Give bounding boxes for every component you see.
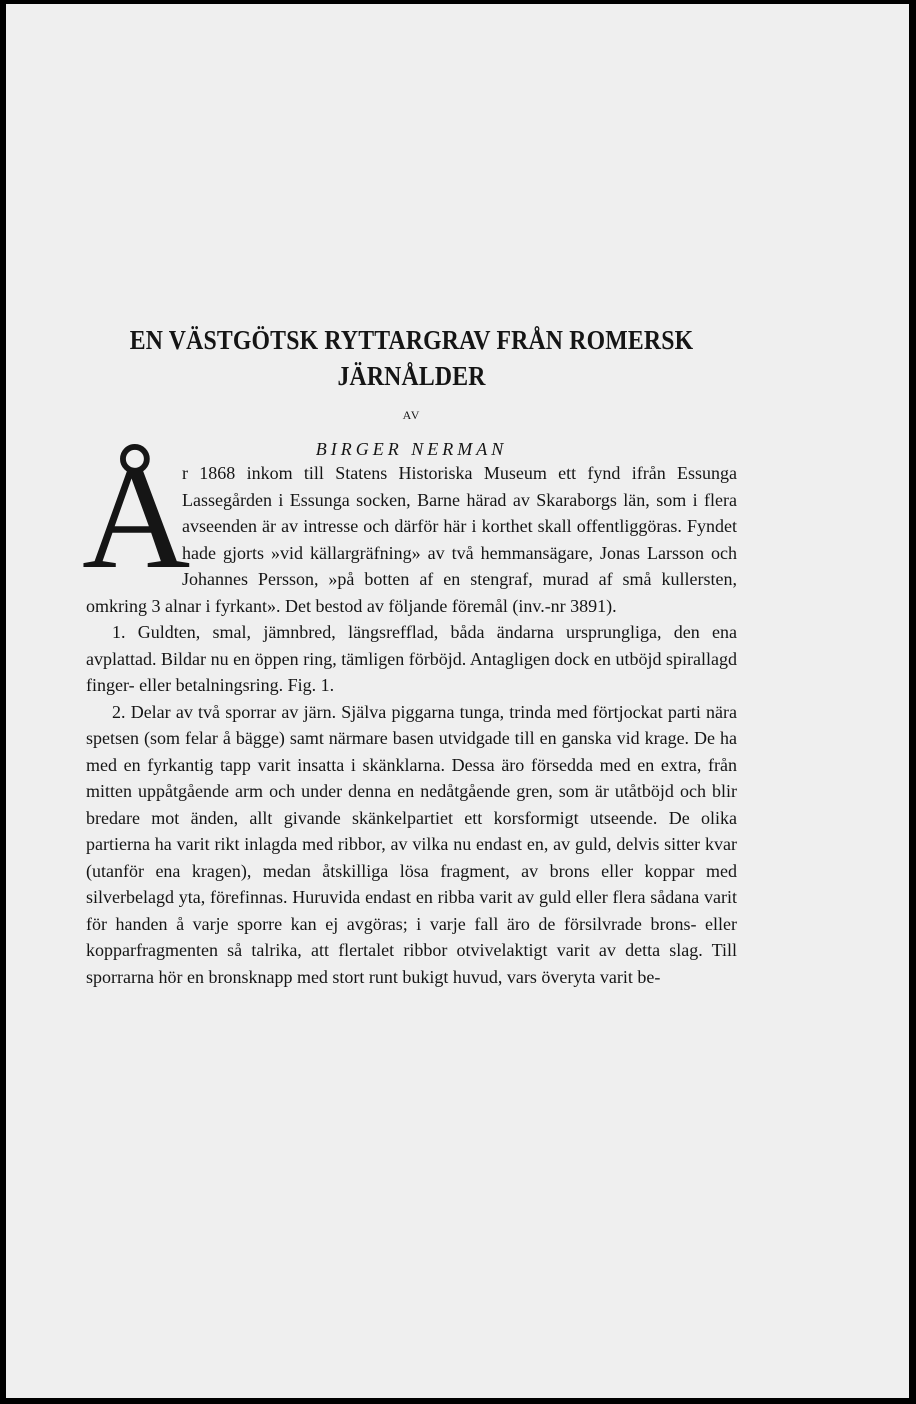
paragraph-intro-text: r 1868 inkom till Statens Historiska Museum ett fynd ifrån Essunga Lassegården i Essunga socken, Barne härad av Skaraborgs län, som i flera avseenden är av intresse och därför här i korthet skall offentliggöras. Fyndet hade gjorts »vid källargräfning» av två hemmansägare, Jonas Larsson och Johannes Persson, »på botten af en stengraf, murad af små kullersten, omkring 3 alnar i fyrkant». Det bestod av följande föremål (inv.-nr 3891).	[86, 463, 737, 616]
author-name: BIRGER NERMAN	[315, 439, 508, 459]
drop-cap-box	[82, 434, 191, 600]
drop-cap: Å	[82, 434, 191, 600]
paragraph-item-1: 1. Guldten, smal, jämnbred, längsrefflad, båda ändarna ursprungliga, den ena avplattad. Bildar nu en öppen ring, tämligen förböjd. Antagligen dock en utböjd spirallagd finger- eller betalningsring. Fig. 1.	[86, 622, 737, 695]
title-line-1: EN VÄSTGÖTSK RYTTARGRAV FRÅN ROMERSK	[129, 325, 694, 355]
scanned-page	[6, 4, 909, 1398]
title-line-2: JÄRNÅLDER	[337, 361, 486, 391]
paragraph-item-2: 2. Delar av två sporrar av järn. Själva piggarna tunga, trinda med förtjockat parti nära spetsen (som felar å bägge) samt närmare basen utvidgade till en ganska vid krage. De ha med en fyrkantig tapp varit insatta i skänklarna. Dessa äro försedda med en extra, från mitten uppåtgående arm och under denna en nedåtgående gren, som är utåtböjd och blir bredare mot änden, allt givande skänkelpartiet ett korsformigt utseende. De olika partierna ha varit rikt inlagda med ribbor, av vilka nu endast en, av guld, delvis sitter kvar (utanför ena kragen), medan åtskilliga lösa fragment, av brons eller koppar med silverbelagd yta, förefinnas. Huruvida endast en ribba varit av guld eller flera sådana varit för handen å varje sporre kan ej avgöras; i varje fall äro de försilvrade brons- eller kopparfragmenten så talrika, att flertalet ribbor otvivelaktigt varit av detta slag. Till sporrarna hör en bronsknapp med stort runt bukigt huvud, vars överyta varit be-	[86, 701, 737, 987]
byline: AV	[402, 408, 421, 422]
article-title	[125, 322, 698, 394]
article	[82, 322, 737, 990]
